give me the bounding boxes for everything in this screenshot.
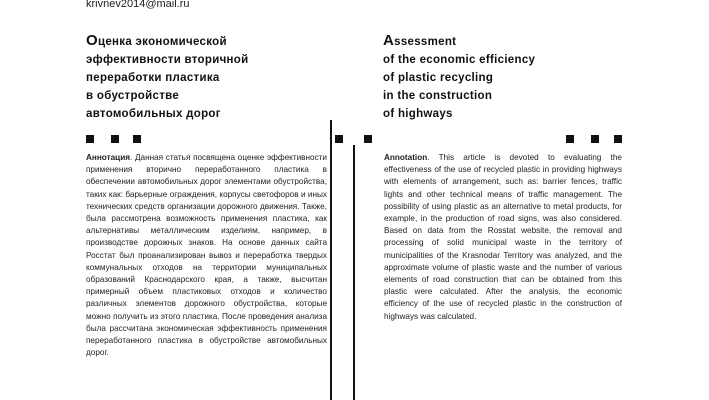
title-en-line-3: of plastic recycling (383, 72, 494, 84)
author-email[interactable]: krivnev2014@mail.ru (86, 0, 190, 10)
abstract-ru-text: . Данная статья посвящена оценке эффективности применения вторично переработанного пластика в обеспечении автомобильных дорог элементами обустройства, таких как: барьерные ограждения, корпусы светофоров и иных технических средств организации дорожного движения. Также, была рассмотрена возможность применения пластика, как альтернативы металлическим изделиям, например, в производстве дорожных знаков. На основе данных сайта Росстат был проанализирован вывоз и переработка твердых коммунальных отходов на территории муниципальных образований Краснодарского края, а также, высчитан примерный объем пластиковых отходов и количество различных элементов дорожного обустройства, которые можно получить из этого пластика. После проведения анализа была рассчитана экономическая эффективность применения переработанного пластика в обустройстве автомобильных дорог. (86, 153, 327, 358)
divider-square (614, 135, 622, 143)
column-rule-right (353, 145, 355, 400)
title-ru-line-2: эффективности вторичной (86, 54, 249, 66)
title-en-line-5: of highways (383, 108, 453, 120)
title-ru-line-1: Оценка экономической (86, 32, 227, 49)
divider-square (111, 135, 119, 143)
title-en-line-1: Assessment (383, 32, 457, 49)
divider-square (86, 135, 94, 143)
divider-square (591, 135, 599, 143)
article-title-en (383, 32, 623, 123)
column-rule-left (330, 120, 332, 400)
title-ru-line-5: автомобильных дорог (86, 108, 221, 120)
abstract-ru-label: Аннотация (86, 153, 131, 162)
article-title-ru (86, 32, 326, 123)
abstract-en-label: Annotation (384, 153, 428, 162)
divider-square (566, 135, 574, 143)
title-ru-line-4: в обустройстве (86, 90, 180, 102)
divider-square (335, 135, 343, 143)
title-en-line-4: in the construction (383, 90, 493, 102)
abstract-ru (86, 152, 327, 359)
divider-square (133, 135, 141, 143)
abstract-en-text: . This article is devoted to evaluating the effectiveness of the use of recycled plastic in providing highways with elements of arrangement, such as: barrier fences, traffic lights and other technical means of traffic management. The possibility of using plastic as an alternative to metal products, for example, in the production of road signs, was also considered. Based on data from the Rosstat website, the removal and processing of solid municipal waste in the territory of municipalities of the Krasnodar Territory was analyzed, and the approximate volume of plastic waste and the number of various elements of road construction that can be obtained from this plastic were calculated. After the analysis, the economic efficiency of the use of recycled plastic in the construction of highways was calculated. (384, 153, 622, 321)
title-en-line-2: of the economic efficiency (383, 54, 536, 66)
title-ru-line-3: переработки пластика (86, 72, 220, 84)
abstract-en (384, 152, 622, 323)
divider-square (364, 135, 372, 143)
